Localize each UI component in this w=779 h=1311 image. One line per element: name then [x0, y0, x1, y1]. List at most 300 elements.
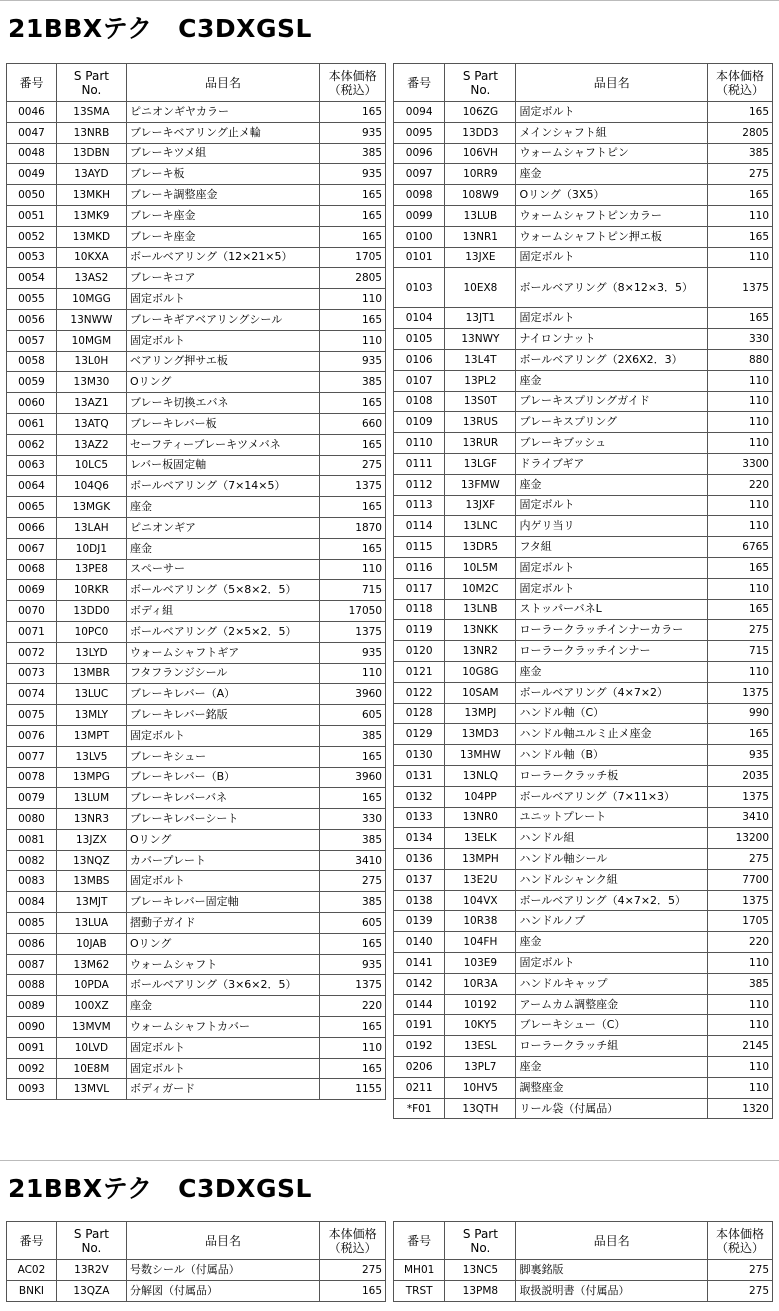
cell-part-no: 13JXF — [445, 495, 516, 516]
cell-item-name: 固定ボルト — [126, 1058, 319, 1079]
cell-part-no: 13PE8 — [56, 559, 126, 580]
cell-item-name: ハンドルシャンク組 — [516, 869, 708, 890]
cell-part-no: 13NRB — [56, 122, 126, 143]
cell-part-no: 13DBN — [56, 143, 126, 164]
cell-price: 1705 — [320, 247, 386, 268]
cell-part-no: 13M62 — [56, 954, 126, 975]
cell-price: 1375 — [708, 890, 773, 911]
table-row — [7, 1058, 386, 1079]
header-item-name: 品目名 — [126, 1222, 319, 1260]
cell-number: 0087 — [7, 954, 57, 975]
cell-item-name: セーフティーブレーキツメバネ — [126, 434, 319, 455]
cell-part-no: 13AZ1 — [56, 393, 126, 414]
page-title: 21BBXテク C3DXGSL — [8, 14, 312, 43]
accessory-table-left — [6, 1221, 386, 1302]
cell-price: 715 — [708, 641, 773, 662]
cell-item-name: ブレーキ切換エバネ — [126, 393, 319, 414]
cell-part-no: 10SAM — [445, 682, 516, 703]
cell-item-name: ボールベアリング（4×7×2．5） — [516, 890, 708, 911]
cell-item-name: Oリング — [126, 829, 319, 850]
table-row — [7, 1280, 386, 1301]
table-row — [394, 724, 773, 745]
table-row — [7, 330, 386, 351]
cell-price: 165 — [320, 788, 386, 809]
cell-item-name: 座金 — [126, 538, 319, 559]
cell-part-no: 13NQZ — [56, 850, 126, 871]
cell-price: 935 — [320, 164, 386, 185]
cell-price: 3960 — [320, 684, 386, 705]
cell-item-name: ブレーキベアリング止メ輪 — [126, 122, 319, 143]
cell-item-name: ボールベアリング（2X6X2．3） — [516, 349, 708, 370]
cell-price: 165 — [320, 205, 386, 226]
cell-number: 0192 — [394, 1036, 445, 1057]
cell-item-name: 固定ボルト — [126, 871, 319, 892]
table-header-row — [394, 1222, 773, 1260]
table-row — [7, 1079, 386, 1100]
parts-table-left — [6, 63, 386, 1100]
cell-number: 0108 — [394, 391, 445, 412]
cell-part-no: 13JXE — [445, 247, 516, 268]
cell-item-name: 固定ボルト — [516, 953, 708, 974]
cell-part-no: 13ELK — [445, 828, 516, 849]
cell-price: 275 — [708, 164, 773, 185]
cell-item-name: ブレーキスプリング — [516, 412, 708, 433]
table-row — [394, 474, 773, 495]
cell-price: 385 — [708, 143, 773, 164]
cell-part-no: 13NR1 — [445, 226, 516, 247]
cell-price: 3300 — [708, 453, 773, 474]
table-row — [394, 599, 773, 620]
cell-number: 0055 — [7, 289, 57, 310]
cell-price: 165 — [708, 724, 773, 745]
cell-number: 0088 — [7, 975, 57, 996]
cell-number: 0118 — [394, 599, 445, 620]
table-row — [7, 1017, 386, 1038]
table-row — [7, 268, 386, 289]
cell-number: 0050 — [7, 185, 57, 206]
cell-part-no: 13LUA — [56, 913, 126, 934]
cell-price: 165 — [708, 226, 773, 247]
cell-price: 1375 — [708, 786, 773, 807]
cell-item-name: 分解図（付属品） — [126, 1280, 319, 1301]
cell-part-no: 13MKH — [56, 185, 126, 206]
cell-part-no: 13LUM — [56, 788, 126, 809]
cell-item-name: 固定ボルト — [516, 102, 708, 123]
cell-item-name: 摺動子ガイド — [126, 913, 319, 934]
cell-item-name: ドライブギア — [516, 453, 708, 474]
cell-item-name: ブレーキブッシュ — [516, 433, 708, 454]
cell-item-name: ブレーキコア — [126, 268, 319, 289]
cell-part-no: 10MGG — [56, 289, 126, 310]
table-row — [7, 684, 386, 705]
table-row — [394, 205, 773, 226]
table-row — [394, 185, 773, 206]
cell-part-no: 13MPG — [56, 767, 126, 788]
cell-part-no: 13LNB — [445, 599, 516, 620]
table-row — [394, 786, 773, 807]
cell-number: AC02 — [7, 1260, 57, 1281]
cell-part-no: 10EX8 — [445, 268, 516, 308]
table-row — [7, 705, 386, 726]
cell-item-name: ローラークラッチ板 — [516, 765, 708, 786]
cell-item-name: ウォームシャフト — [126, 954, 319, 975]
cell-part-no: 104PP — [445, 786, 516, 807]
header-part-no: S Part No. — [445, 1222, 516, 1260]
cell-price: 110 — [708, 994, 773, 1015]
cell-number: 0115 — [394, 537, 445, 558]
cell-part-no: 106VH — [445, 143, 516, 164]
cell-price: 275 — [708, 1260, 773, 1281]
table-row — [394, 495, 773, 516]
cell-price: 275 — [320, 871, 386, 892]
cell-price: 7700 — [708, 869, 773, 890]
cell-item-name: ブレーキシュー（C） — [516, 1015, 708, 1036]
cell-item-name: ボールベアリング（2×5×2．5） — [126, 621, 319, 642]
cell-number: 0122 — [394, 682, 445, 703]
table-row — [394, 412, 773, 433]
cell-price: 165 — [708, 102, 773, 123]
cell-part-no: 13DD3 — [445, 122, 516, 143]
table-row — [394, 1015, 773, 1036]
cell-price: 13200 — [708, 828, 773, 849]
header-item-name: 品目名 — [516, 64, 708, 102]
cell-number: 0144 — [394, 994, 445, 1015]
cell-part-no: 13LUB — [445, 205, 516, 226]
table-row — [7, 289, 386, 310]
table-row — [7, 1037, 386, 1058]
cell-part-no: 13LNC — [445, 516, 516, 537]
cell-part-no: 13MBR — [56, 663, 126, 684]
cell-price: 110 — [708, 953, 773, 974]
cell-price: 1375 — [320, 476, 386, 497]
cell-number: 0113 — [394, 495, 445, 516]
table-row — [394, 953, 773, 974]
cell-part-no: 10M2C — [445, 578, 516, 599]
cell-item-name: 号数シール（付属品） — [126, 1260, 319, 1281]
cell-part-no: 13MVL — [56, 1079, 126, 1100]
cell-price: 110 — [320, 330, 386, 351]
table-row — [394, 391, 773, 412]
cell-item-name: ピニオンギヤカラー — [126, 102, 319, 123]
cell-item-name: ハンドル軸（C） — [516, 703, 708, 724]
section-heading: 21BBXテク C3DXGSL — [8, 1174, 312, 1203]
header-item-name: 品目名 — [126, 64, 319, 102]
cell-price: 1155 — [320, 1079, 386, 1100]
cell-part-no: 13PL7 — [445, 1057, 516, 1078]
cell-price: 2805 — [708, 122, 773, 143]
cell-number: 0114 — [394, 516, 445, 537]
cell-price: 110 — [708, 578, 773, 599]
cell-price: 715 — [320, 580, 386, 601]
cell-price: 220 — [708, 474, 773, 495]
cell-part-no: 13NR0 — [445, 807, 516, 828]
table-row — [7, 809, 386, 830]
parts-table-right — [393, 63, 773, 1119]
cell-number: 0085 — [7, 913, 57, 934]
cell-number: 0077 — [7, 746, 57, 767]
cell-number: 0078 — [7, 767, 57, 788]
cell-price: 165 — [320, 1017, 386, 1038]
table-row — [7, 663, 386, 684]
cell-price: 165 — [320, 1280, 386, 1301]
cell-part-no: 13MJT — [56, 892, 126, 913]
cell-item-name: ボールベアリング（8×12×3．5） — [516, 268, 708, 308]
cell-price: 660 — [320, 413, 386, 434]
cell-part-no: 10HV5 — [445, 1077, 516, 1098]
cell-item-name: 固定ボルト — [126, 289, 319, 310]
cell-part-no: 13M30 — [56, 372, 126, 393]
table-row — [7, 580, 386, 601]
cell-price: 165 — [708, 557, 773, 578]
cell-number: 0136 — [394, 849, 445, 870]
cell-number: TRST — [394, 1280, 445, 1301]
cell-part-no: 13MKD — [56, 226, 126, 247]
cell-item-name: ボールベアリング（12×21×5） — [126, 247, 319, 268]
cell-item-name: 固定ボルト — [516, 247, 708, 268]
cell-part-no: 13JZX — [56, 829, 126, 850]
cell-price: 935 — [320, 351, 386, 372]
table-row — [7, 517, 386, 538]
cell-number: 0132 — [394, 786, 445, 807]
cell-item-name: 座金 — [516, 932, 708, 953]
cell-part-no: 10JAB — [56, 933, 126, 954]
cell-item-name: ハンドル軸ユルミ止メ座金 — [516, 724, 708, 745]
cell-number: 0097 — [394, 164, 445, 185]
cell-part-no: 13AYD — [56, 164, 126, 185]
cell-number: 0141 — [394, 953, 445, 974]
cell-number: 0046 — [7, 102, 57, 123]
cell-price: 385 — [320, 892, 386, 913]
header-number: 番号 — [7, 64, 57, 102]
table-row — [7, 601, 386, 622]
cell-number: 0090 — [7, 1017, 57, 1038]
table-row — [7, 164, 386, 185]
table-row — [7, 621, 386, 642]
cell-item-name: ウォームシャフトギア — [126, 642, 319, 663]
table-row — [394, 911, 773, 932]
table-row — [7, 205, 386, 226]
cell-price: 935 — [320, 954, 386, 975]
cell-item-name: ブレーキレバーシート — [126, 809, 319, 830]
cell-number: 0100 — [394, 226, 445, 247]
cell-price: 385 — [320, 372, 386, 393]
cell-part-no: 13NWW — [56, 309, 126, 330]
table-row — [7, 102, 386, 123]
header-price: 本体価格 （税込） — [320, 64, 386, 102]
table-header-row — [7, 64, 386, 102]
cell-number: MH01 — [394, 1260, 445, 1281]
cell-item-name: 座金 — [516, 1057, 708, 1078]
cell-item-name: ウォームシャフトピン押エ板 — [516, 226, 708, 247]
cell-price: 110 — [708, 433, 773, 454]
table-row — [7, 185, 386, 206]
cell-part-no: 10RKR — [56, 580, 126, 601]
cell-item-name: ボールベアリング（7×11×3） — [516, 786, 708, 807]
table-row — [7, 767, 386, 788]
cell-item-name: ブレーキスプリングガイド — [516, 391, 708, 412]
cell-number: 0099 — [394, 205, 445, 226]
header-number: 番号 — [394, 1222, 445, 1260]
cell-number: 0106 — [394, 349, 445, 370]
cell-part-no: 13AZ2 — [56, 434, 126, 455]
cell-number: 0048 — [7, 143, 57, 164]
cell-part-no: 13QZA — [56, 1280, 126, 1301]
cell-number: 0075 — [7, 705, 57, 726]
cell-price: 1705 — [708, 911, 773, 932]
table-row — [394, 703, 773, 724]
cell-price: 275 — [708, 849, 773, 870]
cell-item-name: ブレーキシュー — [126, 746, 319, 767]
cell-item-name: レバー板固定軸 — [126, 455, 319, 476]
cell-number: 0139 — [394, 911, 445, 932]
table-row — [394, 765, 773, 786]
cell-item-name: ハンドル軸（B） — [516, 745, 708, 766]
table-row — [7, 954, 386, 975]
cell-item-name: ブレーキレバー板 — [126, 413, 319, 434]
cell-number: *F01 — [394, 1098, 445, 1119]
cell-price: 110 — [708, 1057, 773, 1078]
cell-part-no: 104Q6 — [56, 476, 126, 497]
cell-part-no: 10R3A — [445, 973, 516, 994]
cell-price: 1870 — [320, 517, 386, 538]
cell-item-name: 座金 — [516, 370, 708, 391]
cell-price: 110 — [708, 1015, 773, 1036]
cell-part-no: 13ESL — [445, 1036, 516, 1057]
cell-part-no: 10G8G — [445, 661, 516, 682]
cell-part-no: 13PM8 — [445, 1280, 516, 1301]
table-row — [394, 268, 773, 308]
table-row — [7, 122, 386, 143]
cell-price: 165 — [320, 434, 386, 455]
cell-price: 110 — [708, 391, 773, 412]
cell-number: 0053 — [7, 247, 57, 268]
table-row — [7, 933, 386, 954]
accessory-table-right — [393, 1221, 773, 1302]
cell-item-name: 固定ボルト — [516, 308, 708, 329]
cell-item-name: ハンドル軸シール — [516, 849, 708, 870]
cell-item-name: 固定ボルト — [126, 725, 319, 746]
cell-part-no: 13LAH — [56, 517, 126, 538]
table-row — [7, 829, 386, 850]
cell-item-name: ブレーキレバー固定軸 — [126, 892, 319, 913]
cell-number: 0063 — [7, 455, 57, 476]
cell-number: 0049 — [7, 164, 57, 185]
table-row — [394, 1036, 773, 1057]
cell-item-name: ボールベアリング（7×14×5） — [126, 476, 319, 497]
cell-part-no: 106ZG — [445, 102, 516, 123]
cell-number: 0056 — [7, 309, 57, 330]
table-row — [7, 455, 386, 476]
cell-number: 0111 — [394, 453, 445, 474]
cell-part-no: 13NR2 — [445, 641, 516, 662]
cell-number: 0091 — [7, 1037, 57, 1058]
cell-price: 165 — [708, 599, 773, 620]
cell-price: 165 — [320, 185, 386, 206]
cell-part-no: 103E9 — [445, 953, 516, 974]
cell-part-no: 13PL2 — [445, 370, 516, 391]
cell-number: 0074 — [7, 684, 57, 705]
cell-price: 165 — [320, 309, 386, 330]
cell-item-name: ローラークラッチインナー — [516, 641, 708, 662]
cell-part-no: 13R2V — [56, 1260, 126, 1281]
table-row — [7, 351, 386, 372]
cell-price: 165 — [708, 308, 773, 329]
cell-item-name: ボールベアリング（4×7×2） — [516, 682, 708, 703]
cell-part-no: 10MGM — [56, 330, 126, 351]
cell-item-name: ボディ組 — [126, 601, 319, 622]
cell-price: 275 — [320, 455, 386, 476]
cell-price: 330 — [708, 329, 773, 350]
cell-number: 0109 — [394, 412, 445, 433]
cell-part-no: 13NC5 — [445, 1260, 516, 1281]
cell-part-no: 13LUC — [56, 684, 126, 705]
cell-item-name: ウォームシャフトピン — [516, 143, 708, 164]
cell-part-no: 13E2U — [445, 869, 516, 890]
cell-number: 0071 — [7, 621, 57, 642]
cell-number: 0067 — [7, 538, 57, 559]
cell-number: 0081 — [7, 829, 57, 850]
header-part-no: S Part No. — [56, 1222, 126, 1260]
cell-price: 165 — [320, 746, 386, 767]
cell-item-name: ボールベアリング（3×6×2．5） — [126, 975, 319, 996]
cell-number: 0133 — [394, 807, 445, 828]
cell-item-name: ウォームシャフトピンカラー — [516, 205, 708, 226]
cell-part-no: 13NLQ — [445, 765, 516, 786]
table-row — [394, 932, 773, 953]
table-row — [7, 226, 386, 247]
cell-item-name: 固定ボルト — [516, 578, 708, 599]
cell-item-name: 座金 — [516, 661, 708, 682]
cell-item-name: Oリング（3X5） — [516, 185, 708, 206]
cell-part-no: 13MHW — [445, 745, 516, 766]
cell-part-no: 13MD3 — [445, 724, 516, 745]
cell-item-name: ブレーキギアベアリングシール — [126, 309, 319, 330]
cell-price: 110 — [708, 661, 773, 682]
cell-price: 935 — [320, 122, 386, 143]
table-row — [394, 682, 773, 703]
table-row — [7, 393, 386, 414]
cell-number: 0061 — [7, 413, 57, 434]
header-part-no: S Part No. — [445, 64, 516, 102]
cell-number: 0086 — [7, 933, 57, 954]
cell-number: 0131 — [394, 765, 445, 786]
cell-price: 165 — [320, 102, 386, 123]
cell-item-name: 座金 — [516, 474, 708, 495]
cell-number: 0094 — [394, 102, 445, 123]
cell-item-name: リール袋（付属品） — [516, 1098, 708, 1119]
cell-price: 1375 — [708, 268, 773, 308]
cell-price: 165 — [320, 497, 386, 518]
table-row — [394, 516, 773, 537]
cell-item-name: ユニットプレート — [516, 807, 708, 828]
cell-number: 0065 — [7, 497, 57, 518]
cell-item-name: アームカム調整座金 — [516, 994, 708, 1015]
cell-item-name: ブレーキ座金 — [126, 226, 319, 247]
cell-price: 110 — [708, 516, 773, 537]
cell-item-name: ボディガード — [126, 1079, 319, 1100]
table-row — [394, 1280, 773, 1301]
cell-part-no: 10LC5 — [56, 455, 126, 476]
cell-item-name: スペーサー — [126, 559, 319, 580]
cell-part-no: 13LV5 — [56, 746, 126, 767]
table-row — [7, 996, 386, 1017]
cell-number: 0083 — [7, 871, 57, 892]
table-row — [394, 143, 773, 164]
cell-part-no: 13MK9 — [56, 205, 126, 226]
cell-item-name: 取扱説明書（付属品） — [516, 1280, 708, 1301]
cell-number: 0092 — [7, 1058, 57, 1079]
cell-number: 0076 — [7, 725, 57, 746]
